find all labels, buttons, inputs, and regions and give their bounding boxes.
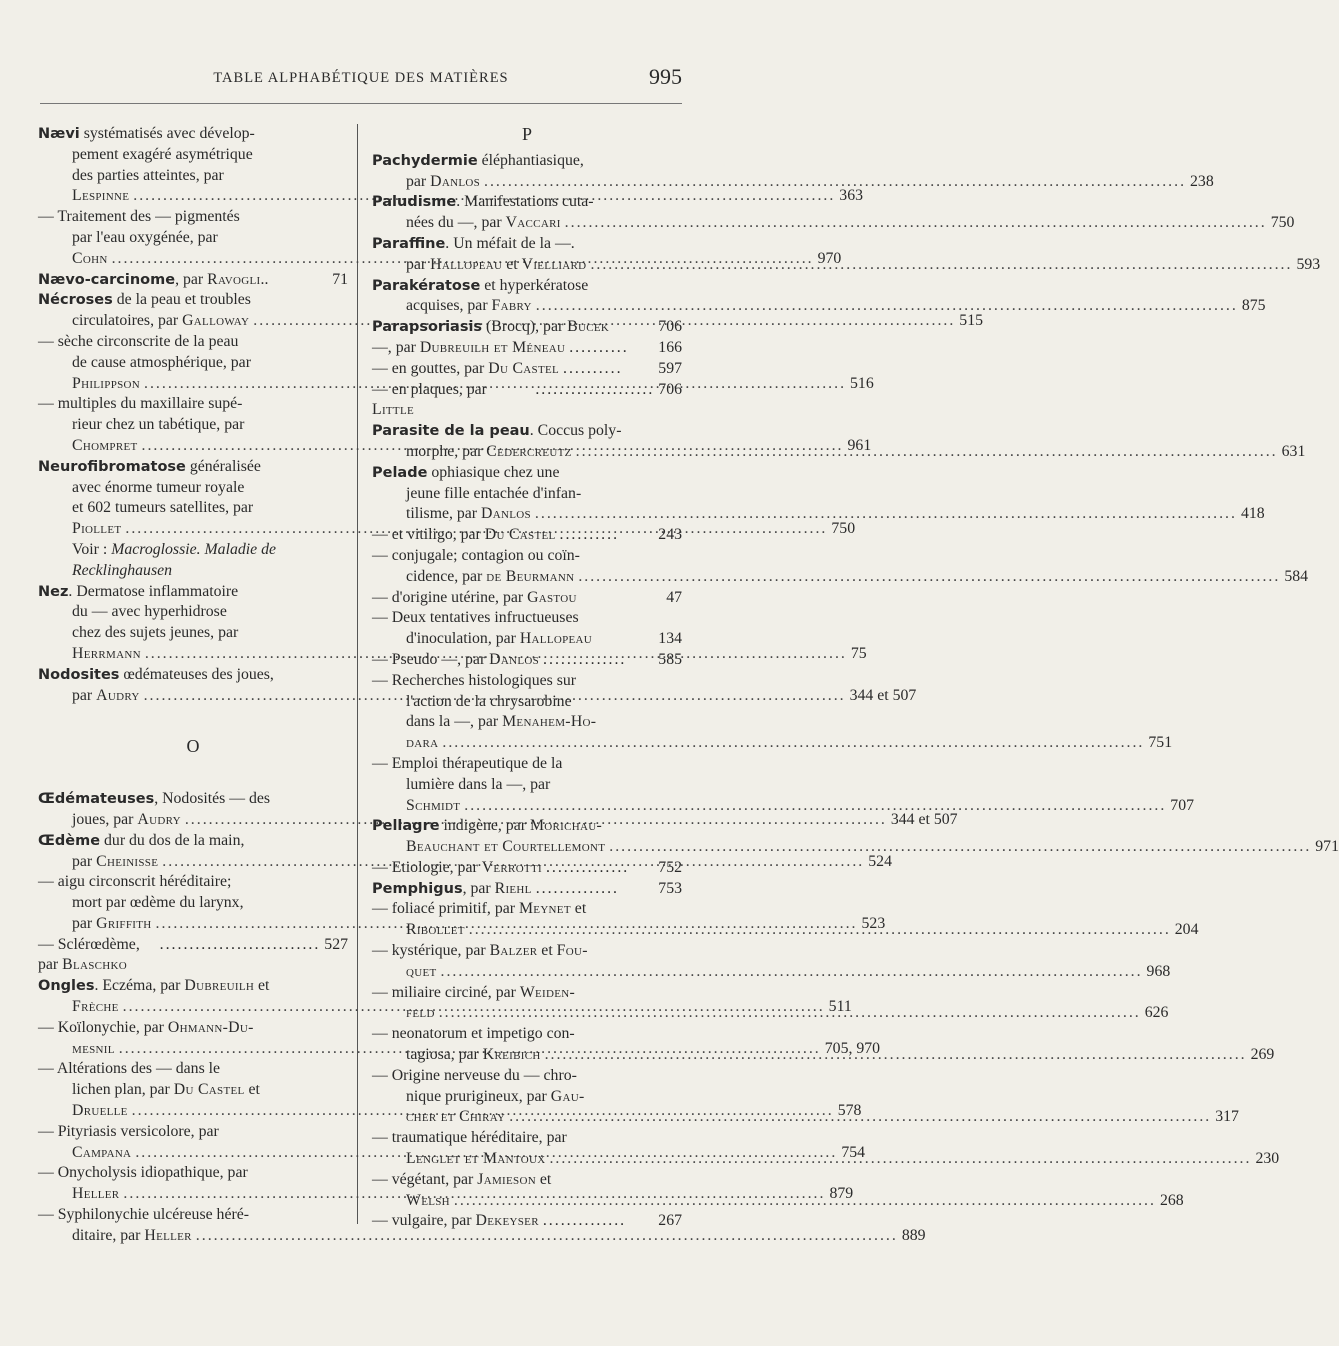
index-entry-scleroedeme: — Sclérœdème, par Blaschko ........................... 527: [38, 935, 348, 974]
index-entry-en-plaques: — en plaques, par Little .................... 706: [372, 380, 682, 419]
page-header: [40, 62, 682, 92]
index-entry-syphilonychie: — Syphilonychie ulcéreuse héré- ditaire, par Heller ..... 889: [38, 1205, 348, 1247]
running-title: TABLE ALPHABÉTIQUE DES MATIÈRES: [213, 70, 509, 86]
index-entry-koilonychie: — Koïlonychie, par Ohmann-Du- mesnil ..... 705, 970: [38, 1018, 348, 1060]
index-entry-miliaire: — miliaire circiné, par Weiden- feld ..... 626: [372, 983, 682, 1025]
index-entry-nez: Nez. Dermatose inflammatoire du — avec hyperhidrose chez des sujets jeunes, par Herrmann ..... 75: [38, 582, 348, 665]
index-entry-oedeme: Œdème dur du dos de la main, par Cheinisse ..... 524: [38, 831, 348, 873]
index-entry-parapsoriasis-2: —, par Dubreuilh et Méneau .......... 166: [372, 338, 682, 356]
header-rule: [40, 103, 682, 104]
index-entry-pemphigus: Pemphigus, par Riehl .............. 753: [372, 879, 682, 897]
index-entry-oedemateuses: Œdémateuses, Nodosités — des joues, par Audry ..... 344 et 507: [38, 789, 348, 831]
index-entry-vegetant: — végétant, par Jamieson et Welsh ..... 268: [372, 1170, 682, 1212]
index-entry-pachydermie: Pachydermie éléphantiasique, par Danlos ..... 238: [372, 151, 682, 193]
index-entry-uterine: — d'origine utérine, par Gastou 47: [372, 588, 682, 606]
index-entry-conjugale: — conjugale; contagion ou coïn- cidence, par de Beurmann ..... 584: [372, 546, 682, 588]
index-entry-parakeratose: Parakératose et hyperkératose acquises, par Fabry ..... 875: [372, 276, 682, 318]
index-entry-pellagre: Pellagre indigène, par Morichau- Beauchant et Courtellemont ..... 971: [372, 816, 682, 858]
index-entry-pelade: Pelade ophiasique chez une jeune fille entachée d'infan- tilisme, par Danlos ..... 418: [372, 463, 682, 525]
index-entry-naevo-carcinome: Nævo-carcinome, par Ravogli.. 71: [38, 270, 348, 288]
index-entry-etiologie: — Etiologie, par Verrotti .............. 752: [372, 858, 682, 876]
index-entry-nodosites: Nodosites œdémateuses des joues, par Audry ..... 344 et 507: [38, 665, 348, 707]
index-entry-en-gouttes: — en gouttes, par Du Castel .......... 597: [372, 359, 682, 377]
index-entry-vulgaire: — vulgaire, par Dekeyser .............. 267: [372, 1212, 682, 1230]
index-entry-recherches: — Recherches histologiques sur l'action de la chrysarobine dans la —, par Menahem-Ho- dara ..... 751: [372, 671, 682, 754]
index-entry-traitement: — Traitement des — pigmentés par l'eau oxygénée, par Cohn ..... 970: [38, 207, 348, 269]
index-entry-kysterique: — kystérique, par Balzer et Fou- quet ..... 968: [372, 941, 682, 983]
index-entry-foliace: — foliacé primitif, par Meynet et Ribollet ..... 204: [372, 899, 682, 941]
index-entry-parapsoriasis: Parapsoriasis (Brocq), par Bucek 706: [372, 318, 682, 336]
index-entry-alterations: — Altérations des — dans le lichen plan, par Du Castel et Druelle ..... 578: [38, 1059, 348, 1121]
index-entry-deux-tentatives: — Deux tentatives infructueuses d'inoculation, par Hallopeau 134: [372, 609, 682, 648]
index-entry-multiples: — multiples du maxillaire supé- rieur chez un tabétique, par Chompret ..... 961: [38, 394, 348, 456]
page-number: 995: [649, 64, 682, 89]
index-entry-naevi: Nævi systématisés avec dévelop- pement exagéré asymétrique des parties atteintes, par Lespinne ..... 363: [38, 124, 348, 207]
index-entry-parasite: Parasite de la peau. Coccus poly- morphe, par Cedercreutz ..... 631: [372, 421, 682, 463]
index-entry-pityriasis: — Pityriasis versicolore, par Campana ..... 754: [38, 1122, 348, 1164]
section-letter-o: O: [186, 736, 200, 757]
index-entry-origine: — Origine nerveuse du — chro- nique prurigineux, par Gau- cher et Chiray ..... 317: [372, 1066, 682, 1128]
index-entry-onycholysis: — Onycholysis idiopathique, par Heller ..... 879: [38, 1163, 348, 1205]
index-entry-pseudo: — Pseudo —, par Danlos .............. 585: [372, 650, 682, 668]
index-entry-paludisme: Paludisme. Manifestations cuta- nées du —, par Vaccari ..... 750: [372, 192, 682, 234]
see-also-note: Voir : Macroglossie. Maladie de Recklinghausen: [72, 540, 277, 579]
index-entry-neurofibromatose: Neurofibromatose généralisée avec énorme tumeur royale et 602 tumeurs satellites, par Piollet ..... 750: [38, 457, 348, 540]
index-entry-emploi: — Emploi thérapeutique de la lumière dans la —, par Schmidt ..... 707: [372, 754, 682, 816]
index-entry-paraffine: Paraffine. Un méfait de la —. par Hallopeau et Vielliard ..... 593: [372, 234, 682, 276]
index-entry-aigu: — aigu circonscrit héréditaire; mort par œdème du larynx, par Griffith ..... 523: [38, 872, 348, 934]
index-entry-neonatorum: — neonatorum et impetigo con- tagiosa, par Kreibich ..... 269: [372, 1024, 682, 1066]
index-entry-seche: — sèche circonscrite de la peau de cause atmosphérique, par Philippson ..... 516: [38, 332, 348, 394]
index-entry-necroses: Nécroses de la peau et troubles circulatoires, par Galloway ..... 515: [38, 290, 348, 332]
index-entry-traumatique: — traumatique héréditaire, par Lenglet et Mantoux ..... 230: [372, 1128, 682, 1170]
section-letter-p: P: [521, 124, 532, 144]
index-entry-ongles: Ongles. Eczéma, par Dubreuilh et Frèche ..... 511: [38, 976, 348, 1018]
index-entry-vitiligo: — et vitiligo, par Du Castel .......... 243: [372, 526, 682, 544]
